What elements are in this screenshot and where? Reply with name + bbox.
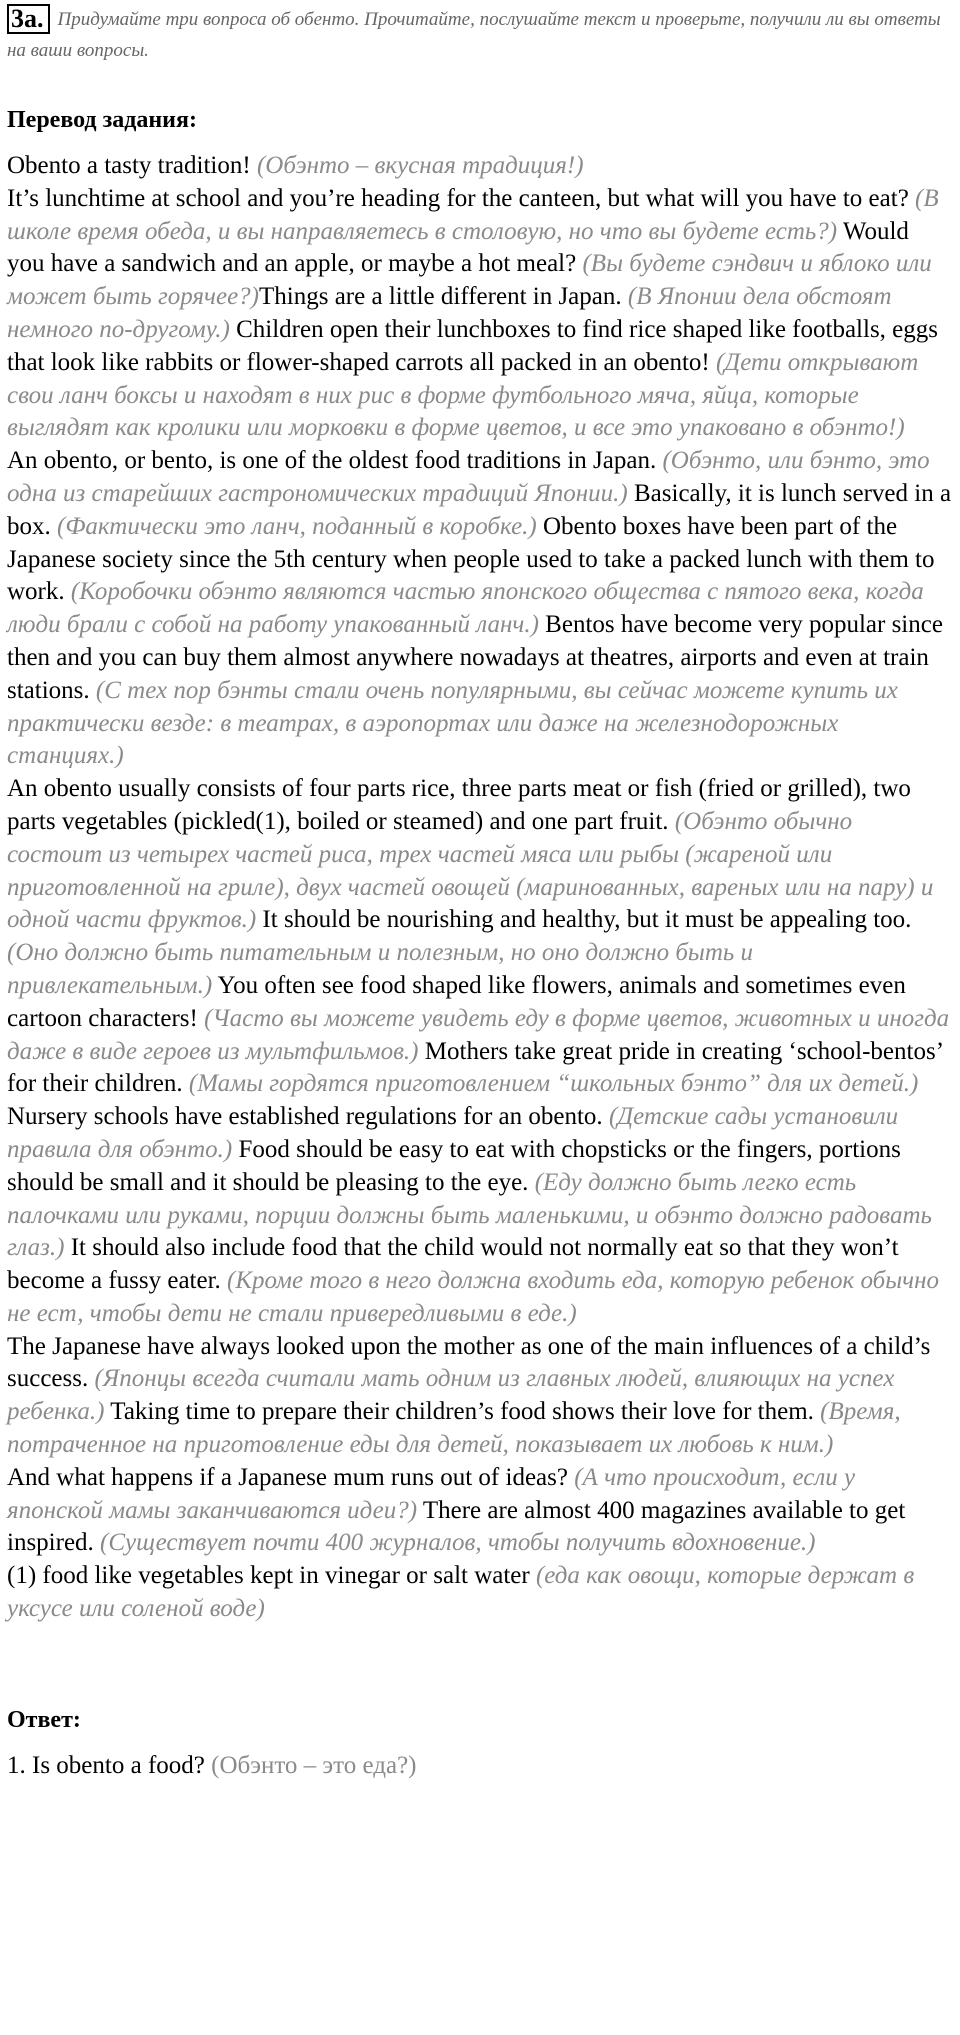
paragraph: [7, 150, 952, 183]
english-text: It should also include food that the child would not normally eat so that they won’t become a fussy eater.: [7, 1234, 899, 1295]
task-header: [7, 4, 952, 66]
russian-translation: (Обэнто – вкусная традиция!): [256, 152, 584, 179]
russian-translation: (Часто вы можете увидеть еду в форме цветов, животных и иногда даже в виде героев из мультфильмов.): [7, 1004, 950, 1065]
answer-item: [7, 1750, 952, 1782]
english-text: (1) food like vegetables kept in vinegar or salt water: [7, 1562, 536, 1590]
english-text: Things are a little different in Japan.: [259, 283, 628, 311]
english-text: Obento a tasty tradition!: [7, 152, 257, 179]
russian-translation: (Время, потраченное на приготовление еды для детей, показывает их любовь к ним.): [7, 1398, 901, 1459]
answer-list: [7, 1750, 952, 1782]
russian-translation: (Дети открывают свои ланч боксы и находят в них рис в форме футбольного мяча, яйца, которые выглядят как кролики или морковки в форме цветов, и все это упаковано в обэнто!): [7, 348, 919, 442]
russian-translation: (В Японии дела обстоят немного по-другому.): [7, 283, 892, 343]
english-text: You often see food shaped like flowers, animals and sometimes even cartoon characters!: [7, 971, 906, 1032]
russian-translation: (Фактически это ланч, поданный в коробке.): [57, 512, 537, 540]
english-text: Nursery schools have established regulations for an obento.: [7, 1103, 609, 1131]
russian-translation: (Оно должно быть питательным и полезным, но оно должно быть и привлекательным.): [7, 939, 754, 999]
answer-heading: Ответ:: [7, 1706, 81, 1733]
russian-translation: (Еду должно быть легко есть палочками или руками, порции должны быть маленькими, и обэнто должно радовать глаз.): [7, 1168, 932, 1262]
english-text: It’s lunchtime at school and you’re heading for the canteen, but what will you have to eat?: [7, 184, 916, 212]
paragraph: [7, 183, 952, 445]
russian-translation: (Существует почти 400 журналов, чтобы получить вдохновение.): [100, 1529, 816, 1557]
english-text: An obento usually consists of four parts rice, three parts meat or fish (fried or grilled), two parts vegetables (pickled(1), boiled or steamed) and one part fruit.: [7, 775, 911, 835]
russian-translation: (Мамы гордятся приготовлением “школьных бэнто” для их детей.): [188, 1070, 919, 1098]
english-text: Children open their lunchboxes to find rice shaped like footballs, eggs that look like rabbits or flower-shaped carrots all packed in an obento!: [7, 315, 938, 376]
english-text: There are almost 400 magazines available to get inspired.: [7, 1496, 906, 1557]
task-instruction: Придумайте три вопроса об обенто. Прочитайте, послушайте текст и проверьте, получили ли вы ответы на ваши вопросы.: [7, 9, 941, 61]
russian-translation: (А что происходит, если у японской мамы заканчиваются идеи?): [7, 1463, 856, 1524]
russian-translation: (Японцы всегда считали мать одним из главных людей, влияющих на успех ребенка.): [7, 1365, 895, 1426]
russian-translation: (Детские сады установили правила для обэнто.): [7, 1103, 899, 1163]
english-text: The Japanese have always looked upon the mother as one of the main influences of a child’s success.: [7, 1332, 931, 1393]
russian-translation: (еда как овощи, которые держат в уксусе или соленой воде): [7, 1562, 915, 1623]
paragraph: [7, 773, 952, 1101]
english-text: And what happens if a Japanese mum runs out of ideas?: [7, 1463, 575, 1491]
english-text: It should be nourishing and healthy, but it must be appealing too.: [256, 906, 912, 934]
task-number: 3a.: [7, 4, 50, 34]
paragraph: [7, 445, 952, 773]
russian-translation: (Кроме того в него должна входить еда, которую ребенок обычно не ест, чтобы дети не стали привередливыми в еде.): [7, 1267, 939, 1327]
english-text: Food should be easy to eat with chopsticks or the fingers, portions should be small and it should be pleasing to the eye.: [7, 1135, 901, 1196]
english-text: Would you have a sandwich and an apple, or maybe a hot meal?: [7, 217, 909, 278]
russian-translation: (Обэнто обычно состоит из четырех частей риса, трех частей мяса или рыбы (жареной или приготовленной на гриле), двух частей овощей (маринованных, вареных или на пару) и одной части фруктов.): [7, 807, 934, 934]
english-text: Basically, it is lunch served in a box.: [7, 479, 952, 540]
english-text: Taking time to prepare their children’s food shows their love for them.: [104, 1398, 821, 1426]
answer-translation: (Обэнто – это еда?): [211, 1751, 417, 1779]
english-text: An obento, or bento, is one of the oldest food traditions in Japan.: [7, 447, 663, 475]
paragraph: [7, 1331, 952, 1462]
translation-heading: Перевод задания:: [7, 107, 197, 133]
answer-question: 1. Is obento a food?: [7, 1751, 212, 1779]
russian-translation: (Вы будете сэндвич и яблоко или может быть горячее?): [7, 250, 932, 311]
paragraph: [7, 1462, 952, 1560]
english-text: Mothers take great pride in creating ‘school-bentos’ for their children.: [7, 1037, 943, 1098]
paragraph: [7, 1101, 952, 1331]
russian-translation: (С тех пор бэнты стали очень популярными, вы сейчас можете купить их практически везде: в театрах, в аэропортах или даже на железнодорожных станциях.): [7, 676, 898, 770]
russian-translation: (Обэнто, или бэнто, это одна из старейших гастрономических традиций Японии.): [7, 447, 930, 507]
english-text: Obento boxes have been part of the Japanese society since the 5th century when people used to take a packed lunch with them to work.: [7, 512, 935, 606]
russian-translation: (Коробочки обэнто являются частью японского общества с пятого века, когда люди брали с собой на работу упакованный ланч.): [7, 578, 924, 639]
translation-body: [7, 150, 952, 1626]
russian-translation: (В школе время обеда, и вы направляетесь в столовую, но что вы будете есть?): [7, 184, 939, 245]
paragraph: [7, 1560, 952, 1626]
english-text: Bentos have become very popular since then and you can buy them almost anywhere nowadays at theatres, airports and even at train stations.: [7, 611, 943, 704]
